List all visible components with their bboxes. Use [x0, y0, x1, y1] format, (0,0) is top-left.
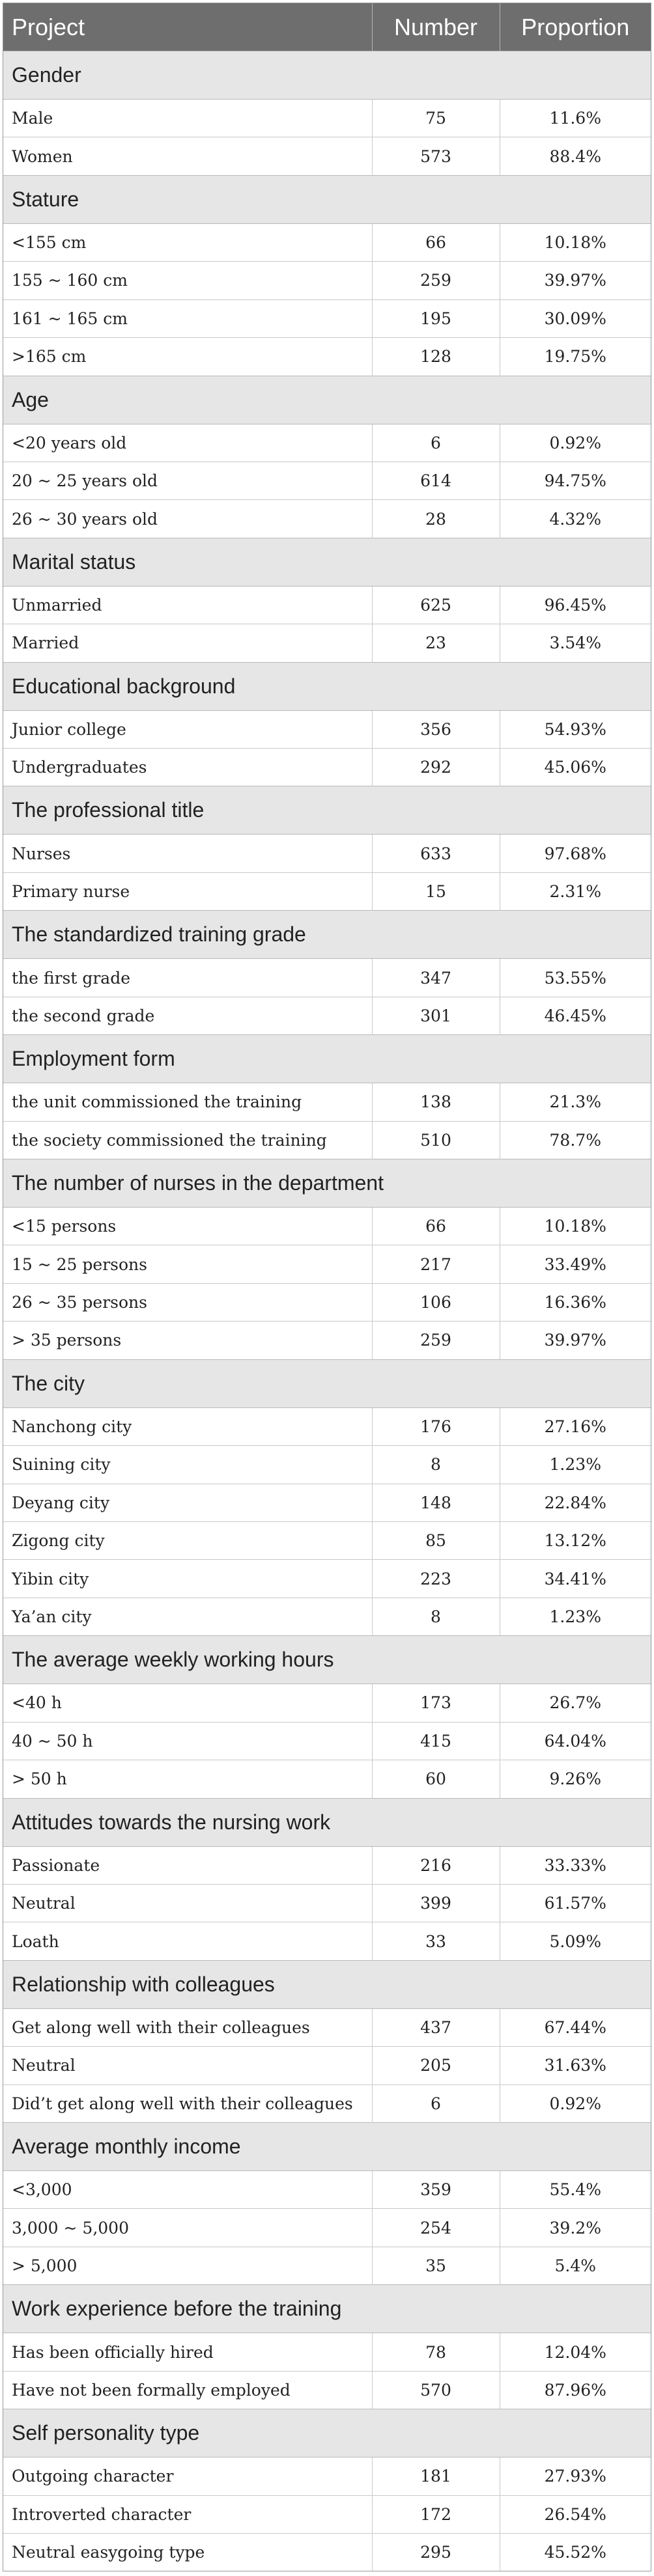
section-title: Stature — [3, 175, 651, 223]
cell-number: 23 — [372, 624, 500, 662]
cell-label: Zigong city — [3, 1521, 372, 1559]
table-row — [3, 137, 651, 175]
cell-label: > 5,000 — [3, 2247, 372, 2284]
cell-proportion: 13.12% — [500, 1521, 651, 1559]
cell-label: Suining city — [3, 1446, 372, 1484]
cell-number: 295 — [372, 2533, 500, 2571]
cell-label: > 50 h — [3, 1760, 372, 1798]
cell-proportion: 4.32% — [500, 500, 651, 538]
cell-label: Get along well with their colleagues — [3, 2008, 372, 2046]
cell-number: 356 — [372, 710, 500, 748]
cell-number: 573 — [372, 137, 500, 175]
cell-label: Yibin city — [3, 1560, 372, 1598]
cell-label: Outgoing character — [3, 2458, 372, 2495]
cell-proportion: 27.93% — [500, 2458, 651, 2495]
cell-proportion: 53.55% — [500, 959, 651, 997]
cell-proportion: 39.2% — [500, 2209, 651, 2247]
section-title: The city — [3, 1359, 651, 1407]
cell-number: 33 — [372, 1922, 500, 1960]
cell-label: <15 persons — [3, 1208, 372, 1245]
section-row — [3, 1359, 651, 1407]
cell-number: 35 — [372, 2247, 500, 2284]
section-row — [3, 1798, 651, 1846]
section-title: Employment form — [3, 1035, 651, 1083]
cell-number: 66 — [372, 223, 500, 261]
cell-label: <20 years old — [3, 424, 372, 462]
section-title: Work experience before the training — [3, 2285, 651, 2333]
cell-number: 347 — [372, 959, 500, 997]
cell-label: Neutral — [3, 2047, 372, 2084]
cell-label: Junior college — [3, 710, 372, 748]
cell-proportion: 33.49% — [500, 1245, 651, 1283]
cell-label: Deyang city — [3, 1484, 372, 1521]
cell-label: Male — [3, 100, 372, 137]
section-row — [3, 175, 651, 223]
cell-proportion: 27.16% — [500, 1407, 651, 1445]
cell-number: 60 — [372, 1760, 500, 1798]
cell-number: 78 — [372, 2333, 500, 2371]
cell-number: 138 — [372, 1083, 500, 1121]
cell-number: 301 — [372, 997, 500, 1034]
section-row — [3, 1960, 651, 2008]
cell-number: 106 — [372, 1283, 500, 1321]
table-row — [3, 2084, 651, 2122]
cell-label: >165 cm — [3, 338, 372, 376]
table-row — [3, 1521, 651, 1559]
cell-label: 15 ~ 25 persons — [3, 1245, 372, 1283]
cell-number: 633 — [372, 835, 500, 872]
table-row — [3, 1722, 651, 1760]
section-title: Average monthly income — [3, 2123, 651, 2171]
section-title: Attitudes towards the nursing work — [3, 1798, 651, 1846]
cell-label: Undergraduates — [3, 749, 372, 786]
cell-label: Ya’an city — [3, 1598, 372, 1635]
table-row — [3, 997, 651, 1034]
table-header — [3, 3, 651, 51]
table-row — [3, 1598, 651, 1635]
cell-label: Married — [3, 624, 372, 662]
cell-number: 75 — [372, 100, 500, 137]
cell-number: 216 — [372, 1846, 500, 1884]
cell-proportion: 2.31% — [500, 872, 651, 910]
cell-number: 217 — [372, 1245, 500, 1283]
cell-number: 8 — [372, 1598, 500, 1635]
table-row — [3, 1121, 651, 1159]
table-row — [3, 2247, 651, 2284]
cell-proportion: 10.18% — [500, 223, 651, 261]
cell-label: <40 h — [3, 1684, 372, 1722]
cell-proportion: 78.7% — [500, 1121, 651, 1159]
cell-label: the society commissioned the training — [3, 1121, 372, 1159]
table-row — [3, 2333, 651, 2371]
cell-proportion: 87.96% — [500, 2371, 651, 2409]
section-row — [3, 1636, 651, 1684]
cell-label: the first grade — [3, 959, 372, 997]
cell-number: 8 — [372, 1446, 500, 1484]
section-title: The number of nurses in the department — [3, 1159, 651, 1208]
cell-number: 205 — [372, 2047, 500, 2084]
cell-proportion: 1.23% — [500, 1598, 651, 1635]
demographics-table — [3, 3, 651, 2571]
cell-label: Has been officially hired — [3, 2333, 372, 2371]
cell-proportion: 16.36% — [500, 1283, 651, 1321]
table-row — [3, 2047, 651, 2084]
section-row — [3, 1159, 651, 1208]
table-row — [3, 1245, 651, 1283]
cell-number: 195 — [372, 299, 500, 337]
table-row — [3, 1407, 651, 1445]
table-row — [3, 500, 651, 538]
table-body — [3, 51, 651, 2571]
table-row — [3, 2008, 651, 2046]
cell-label: Unmarried — [3, 586, 372, 624]
cell-number: 66 — [372, 1208, 500, 1245]
cell-label: 26 ~ 35 persons — [3, 1283, 372, 1321]
cell-number: 176 — [372, 1407, 500, 1445]
cell-label: Nurses — [3, 835, 372, 872]
table-row — [3, 872, 651, 910]
cell-number: 254 — [372, 2209, 500, 2247]
cell-number: 85 — [372, 1521, 500, 1559]
cell-number: 625 — [372, 586, 500, 624]
cell-number: 259 — [372, 1322, 500, 1359]
table-row — [3, 749, 651, 786]
table-row — [3, 2533, 651, 2571]
cell-label: Passionate — [3, 1846, 372, 1884]
cell-label: the unit commissioned the training — [3, 1083, 372, 1121]
table-row — [3, 338, 651, 376]
cell-label: Did’t get along well with their colleagues — [3, 2084, 372, 2122]
section-row — [3, 911, 651, 959]
cell-number: 223 — [372, 1560, 500, 1598]
table-row — [3, 586, 651, 624]
cell-label: <155 cm — [3, 223, 372, 261]
cell-proportion: 1.23% — [500, 1446, 651, 1484]
cell-number: 181 — [372, 2458, 500, 2495]
table-row — [3, 1846, 651, 1884]
cell-proportion: 46.45% — [500, 997, 651, 1034]
cell-proportion: 0.92% — [500, 2084, 651, 2122]
cell-number: 172 — [372, 2495, 500, 2533]
cell-number: 6 — [372, 424, 500, 462]
cell-label: Women — [3, 137, 372, 175]
cell-proportion: 94.75% — [500, 462, 651, 499]
table-row — [3, 1283, 651, 1321]
table-row — [3, 299, 651, 337]
cell-proportion: 96.45% — [500, 586, 651, 624]
table-row — [3, 710, 651, 748]
cell-label: Neutral easygoing type — [3, 2533, 372, 2571]
cell-label: 20 ~ 25 years old — [3, 462, 372, 499]
table-row — [3, 424, 651, 462]
section-title: The professional title — [3, 786, 651, 835]
table-row — [3, 1322, 651, 1359]
cell-label: Nanchong city — [3, 1407, 372, 1445]
cell-proportion: 30.09% — [500, 299, 651, 337]
table-row — [3, 262, 651, 299]
cell-proportion: 21.3% — [500, 1083, 651, 1121]
table-row — [3, 2371, 651, 2409]
table-row — [3, 1208, 651, 1245]
cell-label: Neutral — [3, 1884, 372, 1922]
cell-proportion: 26.7% — [500, 1684, 651, 1722]
cell-number: 148 — [372, 1484, 500, 1521]
section-title: Educational background — [3, 662, 651, 710]
cell-proportion: 39.97% — [500, 262, 651, 299]
table-row — [3, 2171, 651, 2209]
section-row — [3, 2123, 651, 2171]
section-row — [3, 51, 651, 100]
cell-label: 26 ~ 30 years old — [3, 500, 372, 538]
cell-proportion: 26.54% — [500, 2495, 651, 2533]
header-project: Project — [3, 3, 372, 51]
cell-number: 6 — [372, 2084, 500, 2122]
cell-label: Introverted character — [3, 2495, 372, 2533]
table-row — [3, 1884, 651, 1922]
cell-number: 292 — [372, 749, 500, 786]
cell-label: > 35 persons — [3, 1322, 372, 1359]
cell-proportion: 67.44% — [500, 2008, 651, 2046]
cell-proportion: 55.4% — [500, 2171, 651, 2209]
cell-proportion: 3.54% — [500, 624, 651, 662]
table-row — [3, 1760, 651, 1798]
table-row — [3, 462, 651, 499]
section-title: The average weekly working hours — [3, 1636, 651, 1684]
cell-proportion: 34.41% — [500, 1560, 651, 1598]
cell-number: 128 — [372, 338, 500, 376]
cell-proportion: 19.75% — [500, 338, 651, 376]
header-number: Number — [372, 3, 500, 51]
cell-label: Have not been formally employed — [3, 2371, 372, 2409]
cell-proportion: 10.18% — [500, 1208, 651, 1245]
cell-number: 259 — [372, 262, 500, 299]
section-title: Age — [3, 376, 651, 424]
table-row — [3, 1484, 651, 1521]
section-row — [3, 786, 651, 835]
table-row — [3, 1446, 651, 1484]
cell-proportion: 54.93% — [500, 710, 651, 748]
cell-number: 15 — [372, 872, 500, 910]
cell-number: 437 — [372, 2008, 500, 2046]
table-row — [3, 624, 651, 662]
cell-number: 359 — [372, 2171, 500, 2209]
cell-label: 161 ~ 165 cm — [3, 299, 372, 337]
section-row — [3, 2409, 651, 2458]
section-title: Marital status — [3, 538, 651, 586]
cell-proportion: 45.06% — [500, 749, 651, 786]
cell-number: 399 — [372, 1884, 500, 1922]
cell-proportion: 5.4% — [500, 2247, 651, 2284]
cell-number: 173 — [372, 1684, 500, 1722]
cell-proportion: 61.57% — [500, 1884, 651, 1922]
section-row — [3, 1035, 651, 1083]
section-row — [3, 376, 651, 424]
table-row — [3, 2458, 651, 2495]
table-row — [3, 1922, 651, 1960]
table-row — [3, 2495, 651, 2533]
table-row — [3, 1684, 651, 1722]
section-title: The standardized training grade — [3, 911, 651, 959]
section-row — [3, 538, 651, 586]
cell-proportion: 0.92% — [500, 424, 651, 462]
cell-proportion: 33.33% — [500, 1846, 651, 1884]
table-row — [3, 223, 651, 261]
cell-label: <3,000 — [3, 2171, 372, 2209]
cell-label: 3,000 ~ 5,000 — [3, 2209, 372, 2247]
cell-number: 570 — [372, 2371, 500, 2409]
section-title: Gender — [3, 51, 651, 100]
cell-label: Primary nurse — [3, 872, 372, 910]
cell-number: 510 — [372, 1121, 500, 1159]
demographics-table-container — [3, 3, 651, 2571]
cell-proportion: 64.04% — [500, 1722, 651, 1760]
section-title: Self personality type — [3, 2409, 651, 2458]
cell-proportion: 12.04% — [500, 2333, 651, 2371]
section-row — [3, 662, 651, 710]
cell-number: 28 — [372, 500, 500, 538]
cell-proportion: 22.84% — [500, 1484, 651, 1521]
cell-proportion: 31.63% — [500, 2047, 651, 2084]
cell-label: 40 ~ 50 h — [3, 1722, 372, 1760]
table-row — [3, 100, 651, 137]
section-row — [3, 2285, 651, 2333]
table-row — [3, 2209, 651, 2247]
cell-number: 415 — [372, 1722, 500, 1760]
cell-proportion: 45.52% — [500, 2533, 651, 2571]
cell-proportion: 97.68% — [500, 835, 651, 872]
table-row — [3, 959, 651, 997]
cell-proportion: 39.97% — [500, 1322, 651, 1359]
header-proportion: Proportion — [500, 3, 651, 51]
cell-number: 614 — [372, 462, 500, 499]
cell-proportion: 88.4% — [500, 137, 651, 175]
cell-proportion: 9.26% — [500, 1760, 651, 1798]
cell-label: 155 ~ 160 cm — [3, 262, 372, 299]
section-title: Relationship with colleagues — [3, 1960, 651, 2008]
table-row — [3, 1083, 651, 1121]
table-row — [3, 835, 651, 872]
cell-proportion: 11.6% — [500, 100, 651, 137]
cell-label: the second grade — [3, 997, 372, 1034]
table-row — [3, 1560, 651, 1598]
cell-proportion: 5.09% — [500, 1922, 651, 1960]
header-row — [3, 3, 651, 51]
cell-label: Loath — [3, 1922, 372, 1960]
